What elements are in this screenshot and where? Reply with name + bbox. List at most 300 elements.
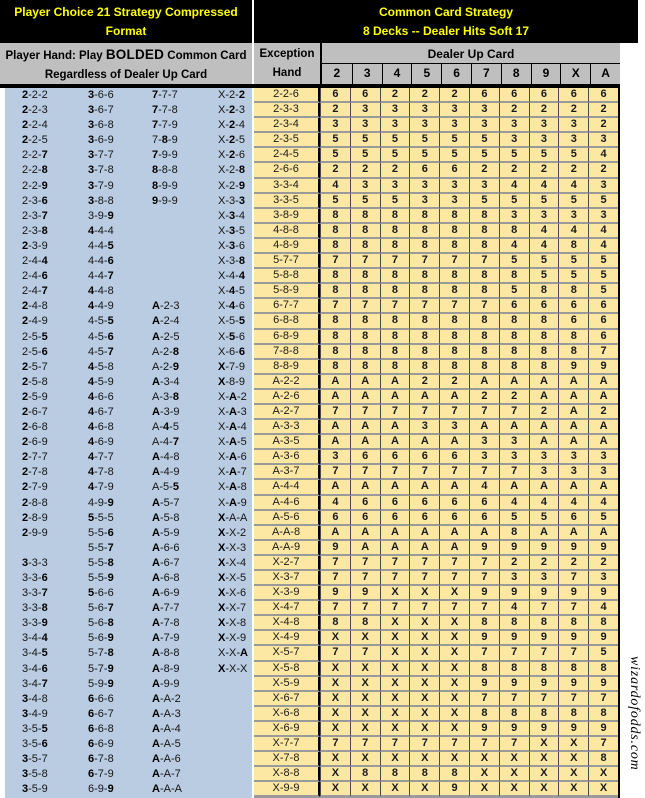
player-hand: 4-6-8 (88, 421, 114, 434)
exception-hand-cell: 6-7-7 (254, 299, 320, 314)
bolded-keyword: BOLDED (105, 47, 165, 62)
strategy-value-cell: X (409, 692, 439, 707)
strategy-value-cell: A (529, 435, 559, 450)
strategy-value-cell: 3 (588, 179, 618, 194)
player-hand: 3-4-6 (22, 662, 48, 675)
strategy-value-cell: 3 (409, 103, 439, 118)
player-hand: X-2-6 (218, 149, 245, 162)
strategy-value-cell: 5 (350, 148, 380, 163)
strategy-value-cell: 4 (588, 224, 618, 239)
strategy-value-cell: 9 (320, 541, 350, 556)
strategy-value-cell: 2 (499, 163, 529, 178)
player-hand: A-4-8 (152, 451, 180, 464)
strategy-value-cell: A (529, 480, 559, 495)
strategy-value-cell: X (380, 722, 410, 737)
player-hand: 2-4-7 (22, 285, 48, 298)
strategy-value-cell: X (469, 767, 499, 782)
player-hand: 3-6-7 (88, 104, 114, 117)
player-hand: 7-7-7 (152, 89, 178, 101)
strategy-value-cell: 6 (588, 314, 618, 329)
exception-hand-cell: X-5-7 (254, 646, 320, 661)
strategy-value-cell: 2 (558, 163, 588, 178)
strategy-value-cell: 3 (350, 118, 380, 133)
strategy-value-cell: 8 (350, 616, 380, 631)
strategy-value-cell: 9 (529, 586, 559, 601)
strategy-value-cell: 7 (350, 254, 380, 269)
strategy-value-cell: 9 (558, 360, 588, 375)
strategy-value-cell: 6 (409, 163, 439, 178)
strategy-value-cell: 8 (350, 330, 380, 345)
strategy-value-cell: 7 (320, 254, 350, 269)
left-title-line2: Format (105, 24, 147, 38)
strategy-value-cell: 8 (529, 330, 559, 345)
strategy-value-cell: A (529, 526, 559, 541)
player-hand: A-5-8 (152, 511, 180, 524)
strategy-value-cell: 8 (409, 330, 439, 345)
strategy-value-cell: 9 (558, 677, 588, 692)
strategy-value-cell: 3 (439, 179, 469, 194)
player-hand: A-3-4 (152, 375, 180, 388)
player-hand: 6-7-8 (88, 753, 114, 766)
up-card-3: 3 (352, 64, 382, 84)
strategy-value-cell: 3 (409, 118, 439, 133)
strategy-value-cell: 8 (558, 662, 588, 677)
player-hand: 4-4-9 (88, 300, 114, 313)
strategy-value-cell: A (350, 526, 380, 541)
strategy-value-cell: 8 (380, 345, 410, 360)
strategy-value-cell: X (320, 752, 350, 767)
strategy-value-cell: 6 (380, 450, 410, 465)
strategy-value-cell: 8 (350, 284, 380, 299)
strategy-value-cell: 8 (409, 209, 439, 224)
strategy-value-cell: 8 (439, 239, 469, 254)
strategy-value-cell: 7 (439, 299, 469, 314)
strategy-value-cell: A (439, 526, 469, 541)
exception-header-line1: Exception (259, 48, 315, 60)
player-hand: 2-5-6 (22, 345, 48, 358)
player-hand: 4-4-4 (88, 224, 114, 237)
strategy-value-cell: 3 (529, 209, 559, 224)
up-card-6: 6 (441, 64, 471, 84)
player-hand: 2-5-5 (22, 330, 48, 343)
strategy-value-cell: 8 (409, 269, 439, 284)
exception-header-line2: Hand (272, 67, 302, 79)
strategy-value-cell: 5 (469, 194, 499, 209)
strategy-value-cell: 4 (499, 179, 529, 194)
player-hand: 3-6-9 (88, 134, 114, 147)
strategy-value-cell: 5 (529, 254, 559, 269)
strategy-value-cell: 7 (499, 692, 529, 707)
strategy-value-cell: 7 (409, 737, 439, 752)
strategy-value-cell: 7 (439, 254, 469, 269)
player-hand: A-2-4 (152, 315, 180, 328)
player-hand: A-4-7 (152, 436, 179, 449)
player-hand: 2-2-2 (22, 89, 48, 101)
strategy-value-cell: 8 (439, 360, 469, 375)
strategy-value-cell: 7 (529, 601, 559, 616)
strategy-value-cell: 9 (529, 722, 559, 737)
player-hand: 2-2-5 (22, 134, 48, 147)
hand-column-4 (218, 88, 248, 797)
exception-hand-cell: 4-8-8 (254, 224, 320, 239)
exception-hand-cell: X-7-8 (254, 752, 320, 767)
strategy-value-cell: 8 (499, 330, 529, 345)
strategy-value-cell: 7 (499, 465, 529, 480)
strategy-value-cell: 3 (439, 118, 469, 133)
strategy-value-cell: 3 (588, 571, 618, 586)
strategy-value-cell: 4 (529, 224, 559, 239)
player-hand: A-5-9 (152, 526, 180, 539)
strategy-value-cell: A (588, 420, 618, 435)
strategy-value-cell: 5 (380, 194, 410, 209)
player-hand: 5-7-8 (88, 647, 114, 660)
strategy-value-cell: 8 (588, 662, 618, 677)
player-hand: X-6-6 (218, 345, 245, 358)
strategy-value-cell: 4 (499, 239, 529, 254)
player-hand: 5-5-6 (88, 526, 114, 539)
strategy-value-cell: 8 (469, 330, 499, 345)
strategy-value-cell: 9 (588, 586, 618, 601)
strategy-value-cell: 6 (409, 496, 439, 511)
player-hand: A-6-8 (152, 572, 180, 584)
player-hand: 5-5-5 (88, 511, 114, 524)
strategy-value-cell: 2 (499, 556, 529, 571)
exception-hand-cell: 2-2-6 (254, 88, 320, 103)
strategy-value-cell: 8 (380, 767, 410, 782)
player-hand: X-X-A (218, 647, 248, 660)
strategy-value-cell: 7 (439, 737, 469, 752)
player-hand: 2-8-9 (22, 511, 48, 524)
strategy-value-cell: 5 (558, 148, 588, 163)
strategy-value-cell: 6 (380, 511, 410, 526)
strategy-value-cell: 5 (320, 194, 350, 209)
strategy-value-cell: 2 (588, 118, 618, 133)
strategy-value-cell: X (558, 767, 588, 782)
strategy-value-cell: X (409, 752, 439, 767)
strategy-value-cell: 6 (439, 450, 469, 465)
strategy-value-cell: 9 (529, 631, 559, 646)
strategy-value-cell: 7 (469, 601, 499, 616)
exception-hand-cell: 3-3-5 (254, 194, 320, 209)
strategy-value-cell: 3 (469, 179, 499, 194)
player-hand: X-3-3 (218, 194, 245, 207)
strategy-value-cell: A (588, 480, 618, 495)
strategy-value-cell: 3 (499, 435, 529, 450)
player-hand: 2-2-8 (22, 164, 48, 177)
strategy-value-cell: 9 (499, 722, 529, 737)
player-hand: A-2-3 (152, 300, 180, 313)
player-hand: X-X-3 (218, 541, 247, 554)
player-hand: 7-7-9 (152, 119, 178, 132)
strategy-value-cell: 6 (558, 314, 588, 329)
dealer-up-card-label: Dealer Up Card (427, 47, 515, 61)
exception-hand-cell: X-4-7 (254, 601, 320, 616)
strategy-value-cell: 6 (588, 330, 618, 345)
strategy-value-cell: 5 (588, 511, 618, 526)
player-hand: 3-4-5 (22, 647, 48, 660)
strategy-value-cell: 3 (588, 465, 618, 480)
strategy-value-cell: 9 (529, 677, 559, 692)
strategy-value-cell: 8 (469, 345, 499, 360)
strategy-value-cell: 3 (558, 450, 588, 465)
player-hand: 3-5-5 (22, 722, 48, 735)
strategy-value-cell: 8 (380, 209, 410, 224)
strategy-value-cell: 3 (529, 118, 559, 133)
player-hand: 4-7-9 (88, 481, 114, 494)
strategy-value-cell: 7 (409, 556, 439, 571)
player-hand (218, 782, 248, 797)
player-hand: A-9-9 (152, 677, 180, 690)
strategy-value-cell: 4 (588, 148, 618, 163)
right-title-bar (254, 0, 638, 43)
strategy-value-cell: 7 (380, 737, 410, 752)
player-hand: 5-9-9 (88, 677, 114, 690)
strategy-value-cell: 9 (439, 782, 469, 797)
player-hand: X-2-2 (218, 89, 245, 101)
strategy-value-cell: 4 (529, 179, 559, 194)
strategy-value-cell: 4 (320, 179, 350, 194)
strategy-value-cell: A (380, 526, 410, 541)
strategy-value-cell: A (499, 375, 529, 390)
player-hand (218, 677, 248, 692)
player-hand: A-A-4 (152, 722, 181, 735)
strategy-value-cell: 3 (499, 450, 529, 465)
strategy-value-cell: 5 (588, 194, 618, 209)
player-hand: X-4-5 (218, 285, 245, 298)
strategy-value-cell: X (529, 782, 559, 797)
player-hand: 3-4-7 (22, 677, 48, 690)
strategy-value-cell: A (320, 375, 350, 390)
strategy-value-cell: X (350, 677, 380, 692)
player-hand: A-5-7 (152, 496, 180, 509)
strategy-value-cell: X (380, 631, 410, 646)
strategy-value-cell: 3 (320, 118, 350, 133)
strategy-value-cell: A (469, 526, 499, 541)
strategy-value-cell: 7 (380, 254, 410, 269)
strategy-value-cell: X (320, 677, 350, 692)
exception-hand-cell: X-6-9 (254, 722, 320, 737)
player-hand: A-A-A (152, 783, 182, 796)
strategy-value-cell: 9 (558, 586, 588, 601)
strategy-value-cell: 3 (499, 133, 529, 148)
exception-hand-cell: A-2-6 (254, 390, 320, 405)
player-hand: 6-9-9 (88, 783, 114, 796)
strategy-value-cell: A (409, 480, 439, 495)
player-hand: 8-9-9 (152, 179, 178, 192)
strategy-value-cell: 5 (380, 148, 410, 163)
strategy-value-cell: 5 (588, 284, 618, 299)
player-hand: 7-8-9 (152, 134, 178, 147)
strategy-value-cell: A (409, 526, 439, 541)
strategy-value-cell: 6 (588, 299, 618, 314)
strategy-value-cell: 8 (529, 345, 559, 360)
player-hand: 4-6-9 (88, 436, 114, 449)
player-hand: 4-7-7 (88, 451, 114, 464)
player-hand: 4-5-8 (88, 360, 114, 373)
strategy-value-cell: 7 (409, 465, 439, 480)
strategy-value-cell: 5 (588, 269, 618, 284)
exception-hand-cell: A-2-2 (254, 375, 320, 390)
strategy-value-cell: 3 (469, 435, 499, 450)
player-hand: 2-9-9 (22, 526, 48, 539)
right-title-line2: 8 Decks -- Dealer Hits Soft 17 (362, 24, 530, 38)
strategy-value-cell: 8 (439, 330, 469, 345)
strategy-value-cell: X (558, 737, 588, 752)
strategy-value-cell: 8 (320, 360, 350, 375)
left-title-bar (0, 0, 252, 43)
strategy-value-cell: 7 (439, 465, 469, 480)
player-hand: A-5-5 (152, 481, 179, 494)
exception-hand-cell: X-3-7 (254, 571, 320, 586)
strategy-value-cell: A (320, 390, 350, 405)
strategy-value-cell: 2 (380, 88, 410, 103)
exception-hand-cell: 2-4-5 (254, 148, 320, 163)
player-hand: 3-7-7 (88, 149, 114, 162)
strategy-value-cell: X (409, 707, 439, 722)
player-hand: 8-8-8 (152, 164, 178, 177)
strategy-value-cell: 8 (469, 209, 499, 224)
player-hand: X-3-4 (218, 209, 245, 222)
player-hand: X-A-A (218, 511, 248, 524)
strategy-value-cell: A (380, 480, 410, 495)
exception-hand-cell: X-7-7 (254, 737, 320, 752)
strategy-value-cell: 7 (469, 299, 499, 314)
strategy-value-cell: 8 (558, 616, 588, 631)
exception-hand-cell: X-2-7 (254, 556, 320, 571)
exception-hand-cell: 3-3-4 (254, 179, 320, 194)
strategy-value-cell: 3 (409, 420, 439, 435)
player-hand: X-2-8 (218, 164, 245, 177)
strategy-value-cell: 8 (469, 616, 499, 631)
player-hand (152, 224, 182, 239)
strategy-value-cell: 3 (529, 133, 559, 148)
player-hand: A-6-7 (152, 556, 180, 569)
strategy-value-cell: A (409, 390, 439, 405)
strategy-value-cell: X (320, 692, 350, 707)
player-hand: X-4-4 (218, 270, 245, 283)
strategy-value-cell: X (499, 752, 529, 767)
strategy-value-cell: 7 (320, 646, 350, 661)
strategy-value-cell: X (439, 586, 469, 601)
exception-hand-cell: 6-8-8 (254, 314, 320, 329)
strategy-value-cell: X (380, 692, 410, 707)
strategy-value-cell: X (499, 782, 529, 797)
strategy-value-cell: 8 (499, 707, 529, 722)
strategy-value-cell: X (439, 616, 469, 631)
strategy-value-cell: X (380, 752, 410, 767)
hand-column-1 (22, 88, 48, 797)
player-hand (218, 692, 248, 707)
strategy-value-cell: 7 (469, 465, 499, 480)
player-hand: A-7-8 (152, 617, 180, 630)
strategy-value-cell: 7 (320, 571, 350, 586)
strategy-value-cell: 5 (499, 511, 529, 526)
strategy-value-cell: 5 (320, 148, 350, 163)
player-hand: 4-7-8 (88, 466, 114, 479)
hand-column-2 (88, 88, 114, 797)
strategy-value-cell: 7 (380, 556, 410, 571)
player-hand: A-A-2 (152, 692, 181, 705)
strategy-value-cell: 3 (588, 133, 618, 148)
exception-hand-cell: A-3-6 (254, 450, 320, 465)
strategy-value-cell: A (380, 375, 410, 390)
strategy-value-cell: 3 (350, 179, 380, 194)
strategy-value-cell: 5 (469, 148, 499, 163)
strategy-value-cell: X (409, 722, 439, 737)
strategy-value-cell: 5 (588, 254, 618, 269)
player-hand: A-A-7 (152, 768, 181, 781)
strategy-value-cell: 4 (469, 480, 499, 495)
strategy-value-cell: 2 (469, 390, 499, 405)
strategy-value-cell: 3 (380, 118, 410, 133)
player-hand: 7-7-8 (152, 104, 178, 117)
strategy-value-cell: 3 (409, 179, 439, 194)
player-hand: X-7-9 (218, 360, 245, 373)
strategy-value-cell: 9 (558, 541, 588, 556)
strategy-value-cell: 3 (350, 103, 380, 118)
strategy-value-cell: 7 (320, 601, 350, 616)
strategy-value-cell: 3 (499, 571, 529, 586)
strategy-value-cell: 3 (409, 194, 439, 209)
strategy-value-cell: 7 (320, 299, 350, 314)
strategy-value-cell: 8 (409, 224, 439, 239)
strategy-value-cell: 9 (529, 541, 559, 556)
strategy-value-cell: 5 (439, 133, 469, 148)
strategy-value-cell: A (529, 420, 559, 435)
strategy-value-cell: X (529, 752, 559, 767)
exception-hand-cell: X-6-7 (254, 692, 320, 707)
exception-hand-cell: A-3-7 (254, 465, 320, 480)
up-card-row (322, 63, 620, 84)
left-title-line1: Player Choice 21 Strategy Compressed (14, 5, 238, 19)
strategy-value-cell: A (380, 541, 410, 556)
up-card-4: 4 (382, 64, 412, 84)
player-hand: X-3-6 (218, 239, 245, 252)
strategy-value-cell: 7 (469, 646, 499, 661)
player-hand: 4-4-8 (88, 285, 114, 298)
player-hand: 2-2-3 (22, 104, 48, 117)
strategy-value-cell: 3 (439, 420, 469, 435)
strategy-value-cell: 8 (439, 345, 469, 360)
player-hand: 2-8-8 (22, 496, 48, 509)
strategy-value-cell: A (350, 480, 380, 495)
strategy-value-cell: A (350, 541, 380, 556)
player-hand: A-3-8 (152, 390, 179, 403)
player-hand: 4-5-5 (88, 315, 114, 328)
player-hand: 3-3-8 (22, 602, 48, 615)
exception-hand-cell: X-6-8 (254, 707, 320, 722)
exception-hand-cell: 2-3-3 (254, 103, 320, 118)
player-hand: 3-3-6 (22, 572, 48, 584)
strategy-value-cell: X (320, 631, 350, 646)
strategy-value-cell: 8 (588, 752, 618, 767)
strategy-value-cell: 8 (558, 345, 588, 360)
strategy-value-cell: 5 (350, 133, 380, 148)
strategy-value-cell: 3 (380, 179, 410, 194)
dealer-up-card-header (322, 43, 620, 84)
strategy-value-cell: X (558, 782, 588, 797)
player-hand: 3-5-9 (22, 783, 48, 796)
strategy-value-cell: 3 (380, 103, 410, 118)
strategy-value-cell: 8 (409, 360, 439, 375)
exception-hand-cell: X-3-9 (254, 586, 320, 601)
strategy-value-cell: A (588, 390, 618, 405)
strategy-value-cell: 6 (439, 511, 469, 526)
strategy-value-cell: 8 (469, 360, 499, 375)
strategy-value-cell: 6 (529, 88, 559, 103)
strategy-value-cell: 5 (499, 284, 529, 299)
player-hand: 4-6-6 (88, 390, 114, 403)
